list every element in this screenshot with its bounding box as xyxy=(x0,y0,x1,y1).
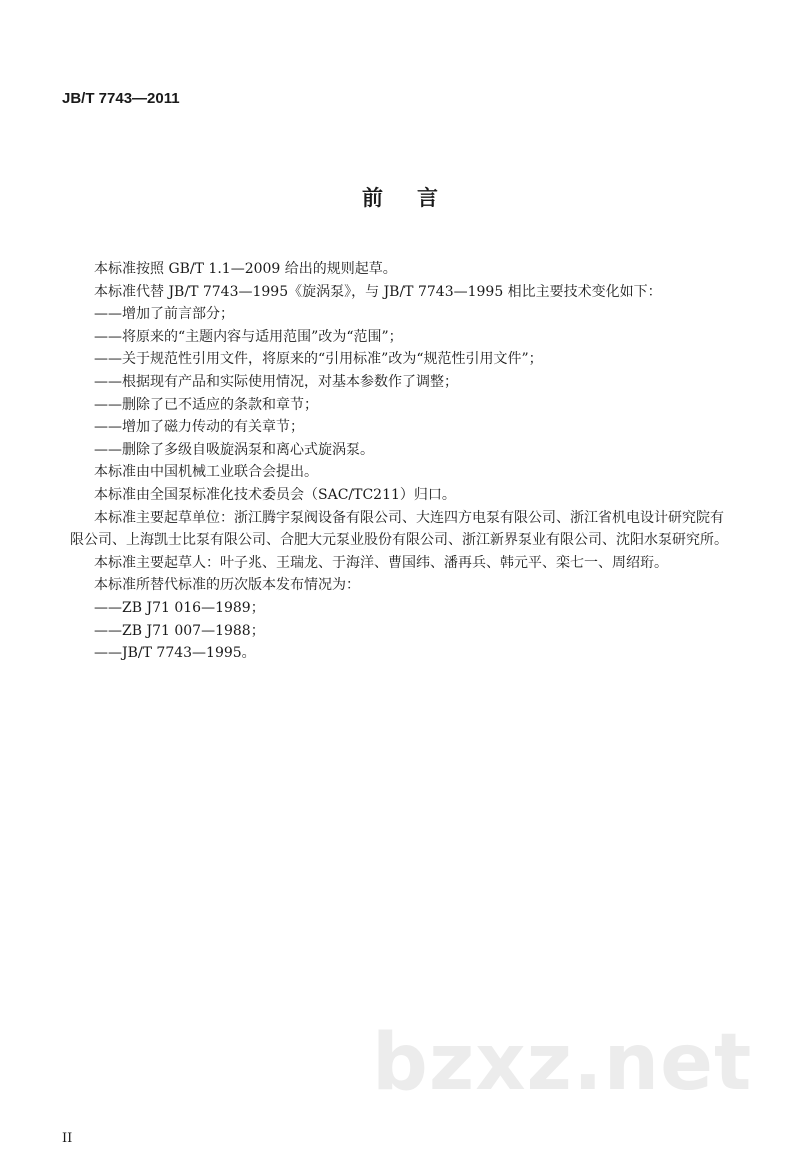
list-item: ——删除了多级自吸旋涡泵和离心式旋涡泵。 xyxy=(94,441,374,458)
paragraph: 本标准主要起草单位：浙江腾宇泵阀设备有限公司、大连四方电泵有限公司、浙江省机电设计研究院有限公司、上海凯士比泵有限公司、合肥大元泵业股份有限公司、浙江新界泵业有限公司、沈阳水泵研究所。 xyxy=(70,509,728,549)
list-item: ——将原来的“主题内容与适用范围”改为“范围”； xyxy=(94,328,403,345)
document-body xyxy=(70,258,736,665)
list-item: ——ZB J71 016—1989； xyxy=(94,599,265,616)
paragraph: 本标准所替代标准的历次版本发布情况为： xyxy=(94,577,360,594)
document-number: JB/T 7743—2011 xyxy=(62,90,180,107)
list-item: ——JB/T 7743—1995。 xyxy=(94,645,256,662)
page-number: II xyxy=(62,1131,73,1146)
paragraph: 本标准按照 GB/T 1.1—2009 给出的规则起草。 xyxy=(94,261,397,277)
list-item: ——删除了已不适应的条款和章节； xyxy=(94,396,318,413)
paragraph: 本标准主要起草人：叶子兆、王瑞龙、于海洋、曹国纬、潘再兵、韩元平、栾七一、周绍珩。 xyxy=(94,554,668,571)
list-item: ——根据现有产品和实际使用情况，对基本参数作了调整； xyxy=(94,373,458,390)
paragraph: 本标准由全国泵标准化技术委员会（SAC/TC211）归口。 xyxy=(94,486,456,503)
list-item: ——增加了前言部分； xyxy=(94,306,234,323)
list-item: ——ZB J71 007—1988； xyxy=(94,622,265,639)
paragraph: 本标准代替 JB/T 7743—1995《旋涡泵》，与 JB/T 7743—1995 相比主要技术变化如下： xyxy=(94,283,662,300)
page-title: 前言 xyxy=(362,186,472,210)
watermark: bzxz.net xyxy=(372,1018,753,1108)
list-item: ——增加了磁力传动的有关章节； xyxy=(94,419,304,436)
list-item: ——关于规范性引用文件，将原来的“引用标准”改为“规范性引用文件”； xyxy=(94,351,543,368)
paragraph: 本标准由中国机械工业联合会提出。 xyxy=(94,464,318,481)
